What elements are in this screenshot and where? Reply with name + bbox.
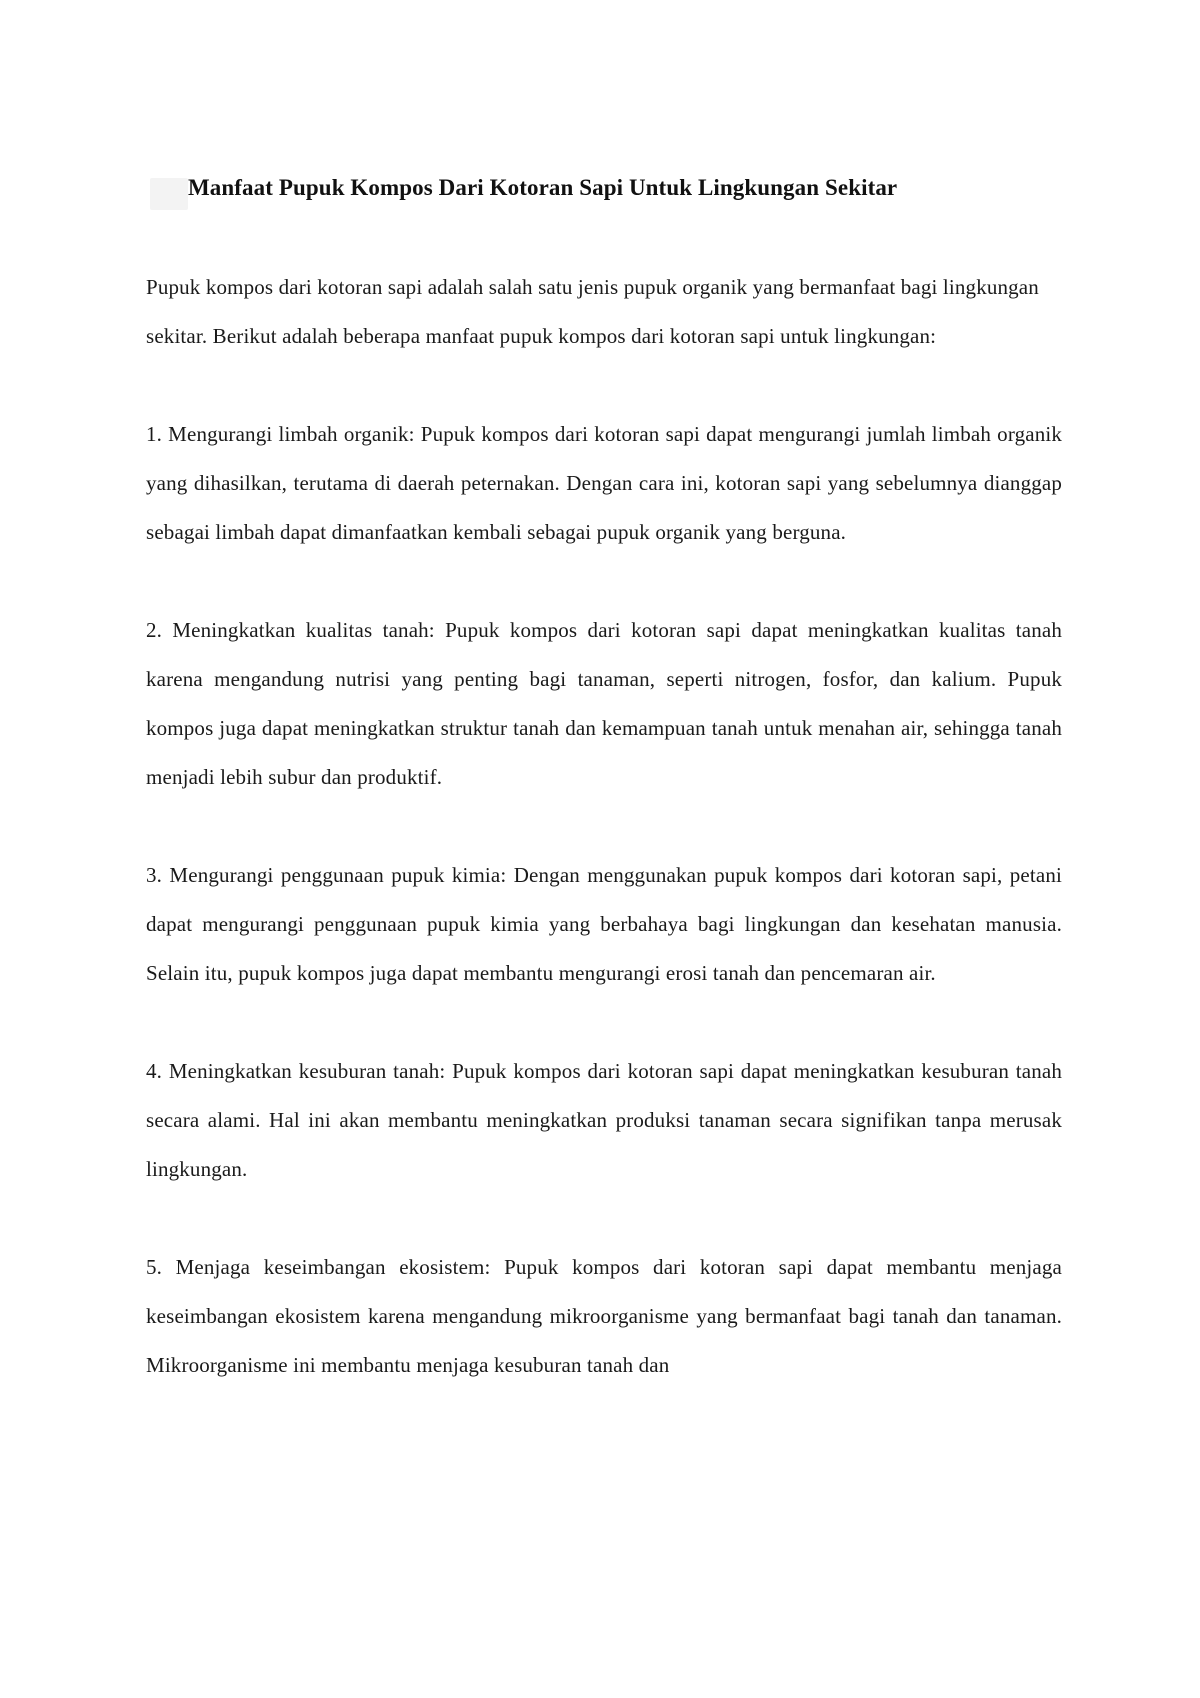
list-item: 5. Menjaga keseimbangan ekosistem: Pupuk kompos dari kotoran sapi dapat membantu menjaga keseimbangan ekosistem karena mengandung mikroorganisme yang bermanfaat bagi tanah dan tanaman. Mikroorganisme ini membantu menjaga kesuburan tanah dan — [146, 1255, 1062, 1377]
list-item: 3. Mengurangi penggunaan pupuk kimia: Dengan menggunakan pupuk kompos dari kotoran sapi, petani dapat mengurangi penggunaan pupuk kimia yang berbahaya bagi lingkungan dan kesehatan manusia. Selain itu, pupuk kompos juga dapat membantu mengurangi erosi tanah dan pencemaran air. — [146, 863, 1062, 985]
list-item: 1. Mengurangi limbah organik: Pupuk kompos dari kotoran sapi dapat mengurangi jumlah limbah organik yang dihasilkan, terutama di daerah peternakan. Dengan cara ini, kotoran sapi yang sebelumnya dianggap sebagai limbah dapat dimanfaatkan kembali sebagai pupuk organik yang berguna. — [146, 422, 1062, 544]
title-mark — [150, 178, 188, 210]
list-item: 2. Meningkatkan kualitas tanah: Pupuk kompos dari kotoran sapi dapat meningkatkan kualitas tanah karena mengandung nutrisi yang penting bagi tanaman, seperti nitrogen, fosfor, dan kalium. Pupuk kompos juga dapat meningkatkan struktur tanah dan kemampuan tanah untuk menahan air, sehingga tanah menjadi lebih subur dan produktif. — [146, 618, 1062, 789]
document-title: Manfaat Pupuk Kompos Dari Kotoran Sapi Untuk Lingkungan Sekitar — [188, 175, 898, 200]
intro-paragraph: Pupuk kompos dari kotoran sapi adalah salah satu jenis pupuk organik yang bermanfaat bagi lingkungan sekitar. Berikut adalah beberapa manfaat pupuk kompos dari kotoran sapi untuk lingkungan: — [146, 275, 1039, 348]
document-body — [146, 263, 1062, 1439]
list-item: 4. Meningkatkan kesuburan tanah: Pupuk kompos dari kotoran sapi dapat meningkatkan kesuburan tanah secara alami. Hal ini akan membantu meningkatkan produksi tanaman secara signifikan tanpa merusak lingkungan. — [146, 1059, 1062, 1181]
